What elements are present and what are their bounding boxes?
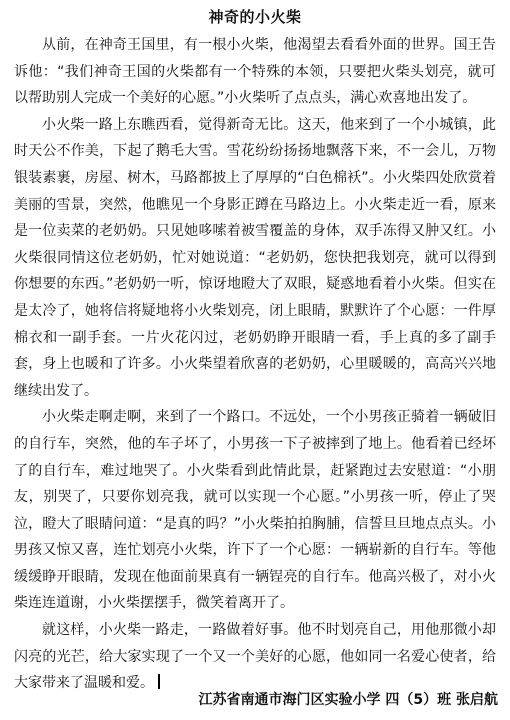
essay-body	[14, 32, 496, 697]
essay-title: 神奇的小火柴	[208, 8, 302, 26]
paragraph-3: 小火柴走啊走啊，来到了一个路口。不远处，一个小男孩正骑着一辆破旧的自行车，突然，他的车子坏了，小男孩一下子被摔到了地上。他看着已经坏了的自行车，难过地哭了。小火柴看到此情此景，赶紧跑过去安慰道：“小朋友，别哭了，只要你划亮我，就可以实现一个心愿。”小男孩一听，停止了哭泣，瞪大了眼睛问道：“是真的吗？”小火柴拍拍胸脯，信誓旦旦地点点头。小男孩又惊又喜，连忙划亮小火柴，许下了一个心愿：一辆崭新的自行车。等他缓缓睁开眼睛，发现在他面前果真有一辆锃亮的自行车。他高兴极了，对小火柴连连道谢，小火柴摆摆手，微笑着离开了。	[14, 409, 496, 612]
paragraph-1: 从前，在神奇王国里，有一根小火柴，他渴望去看看外面的世界。国王告诉他：“我们神奇王国的火柴都有一个特殊的本领，只要把火柴头划亮，就可以帮助别人完成一个美好的心愿。”小火柴听了点点头，满心欢喜地出发了。	[14, 37, 496, 107]
paragraph-4-text: 就这样，小火柴一路走，一路做着好事。他不时划亮自己，用他那微小却闪亮的光芒，给大家实现了一个又一个美好的心愿，他如同一名爱心使者，给大家带来了温暖和爱。	[14, 622, 496, 692]
paragraph-2: 小火柴一路上东瞧西看，觉得新奇无比。这天，他来到了一个小城镇，此时天公不作美，下起了鹅毛大雪。雪花纷纷扬扬地飘落下来，不一会儿，万物银装素裹，房屋、树木，马路都披上了厚厚的“白色棉袄”。小火柴四处欣赏着美丽的雪景，突然，他瞧见一个身影正蹲在马路边上。小火柴走近一看，原来是一位卖菜的老奶奶。只见她哆嗦着被雪覆盖的身体，双手冻得又肿又红。小火柴很同情这位老奶奶，忙对她说道：“老奶奶，您快把我划亮，就可以得到你想要的东西。”老奶奶一听，惊讶地瞪大了双眼，疑惑地看着小火柴。但实在是太冷了，她将信将疑地将小火柴划亮，闭上眼睛，默默许了个心愿：一件厚棉衣和一副手套。一片火花闪过，老奶奶睁开眼睛一看，手上真的多了副手套，身上也暖和了许多。小火柴望着欣喜的老奶奶，心里暖暖的，高高兴兴地继续出发了。	[14, 116, 496, 399]
author-signature: 江苏省南通市海门区实验小学 四（5）班 张启航	[198, 692, 498, 708]
text-cursor	[158, 674, 160, 689]
paragraph-4	[14, 617, 496, 697]
